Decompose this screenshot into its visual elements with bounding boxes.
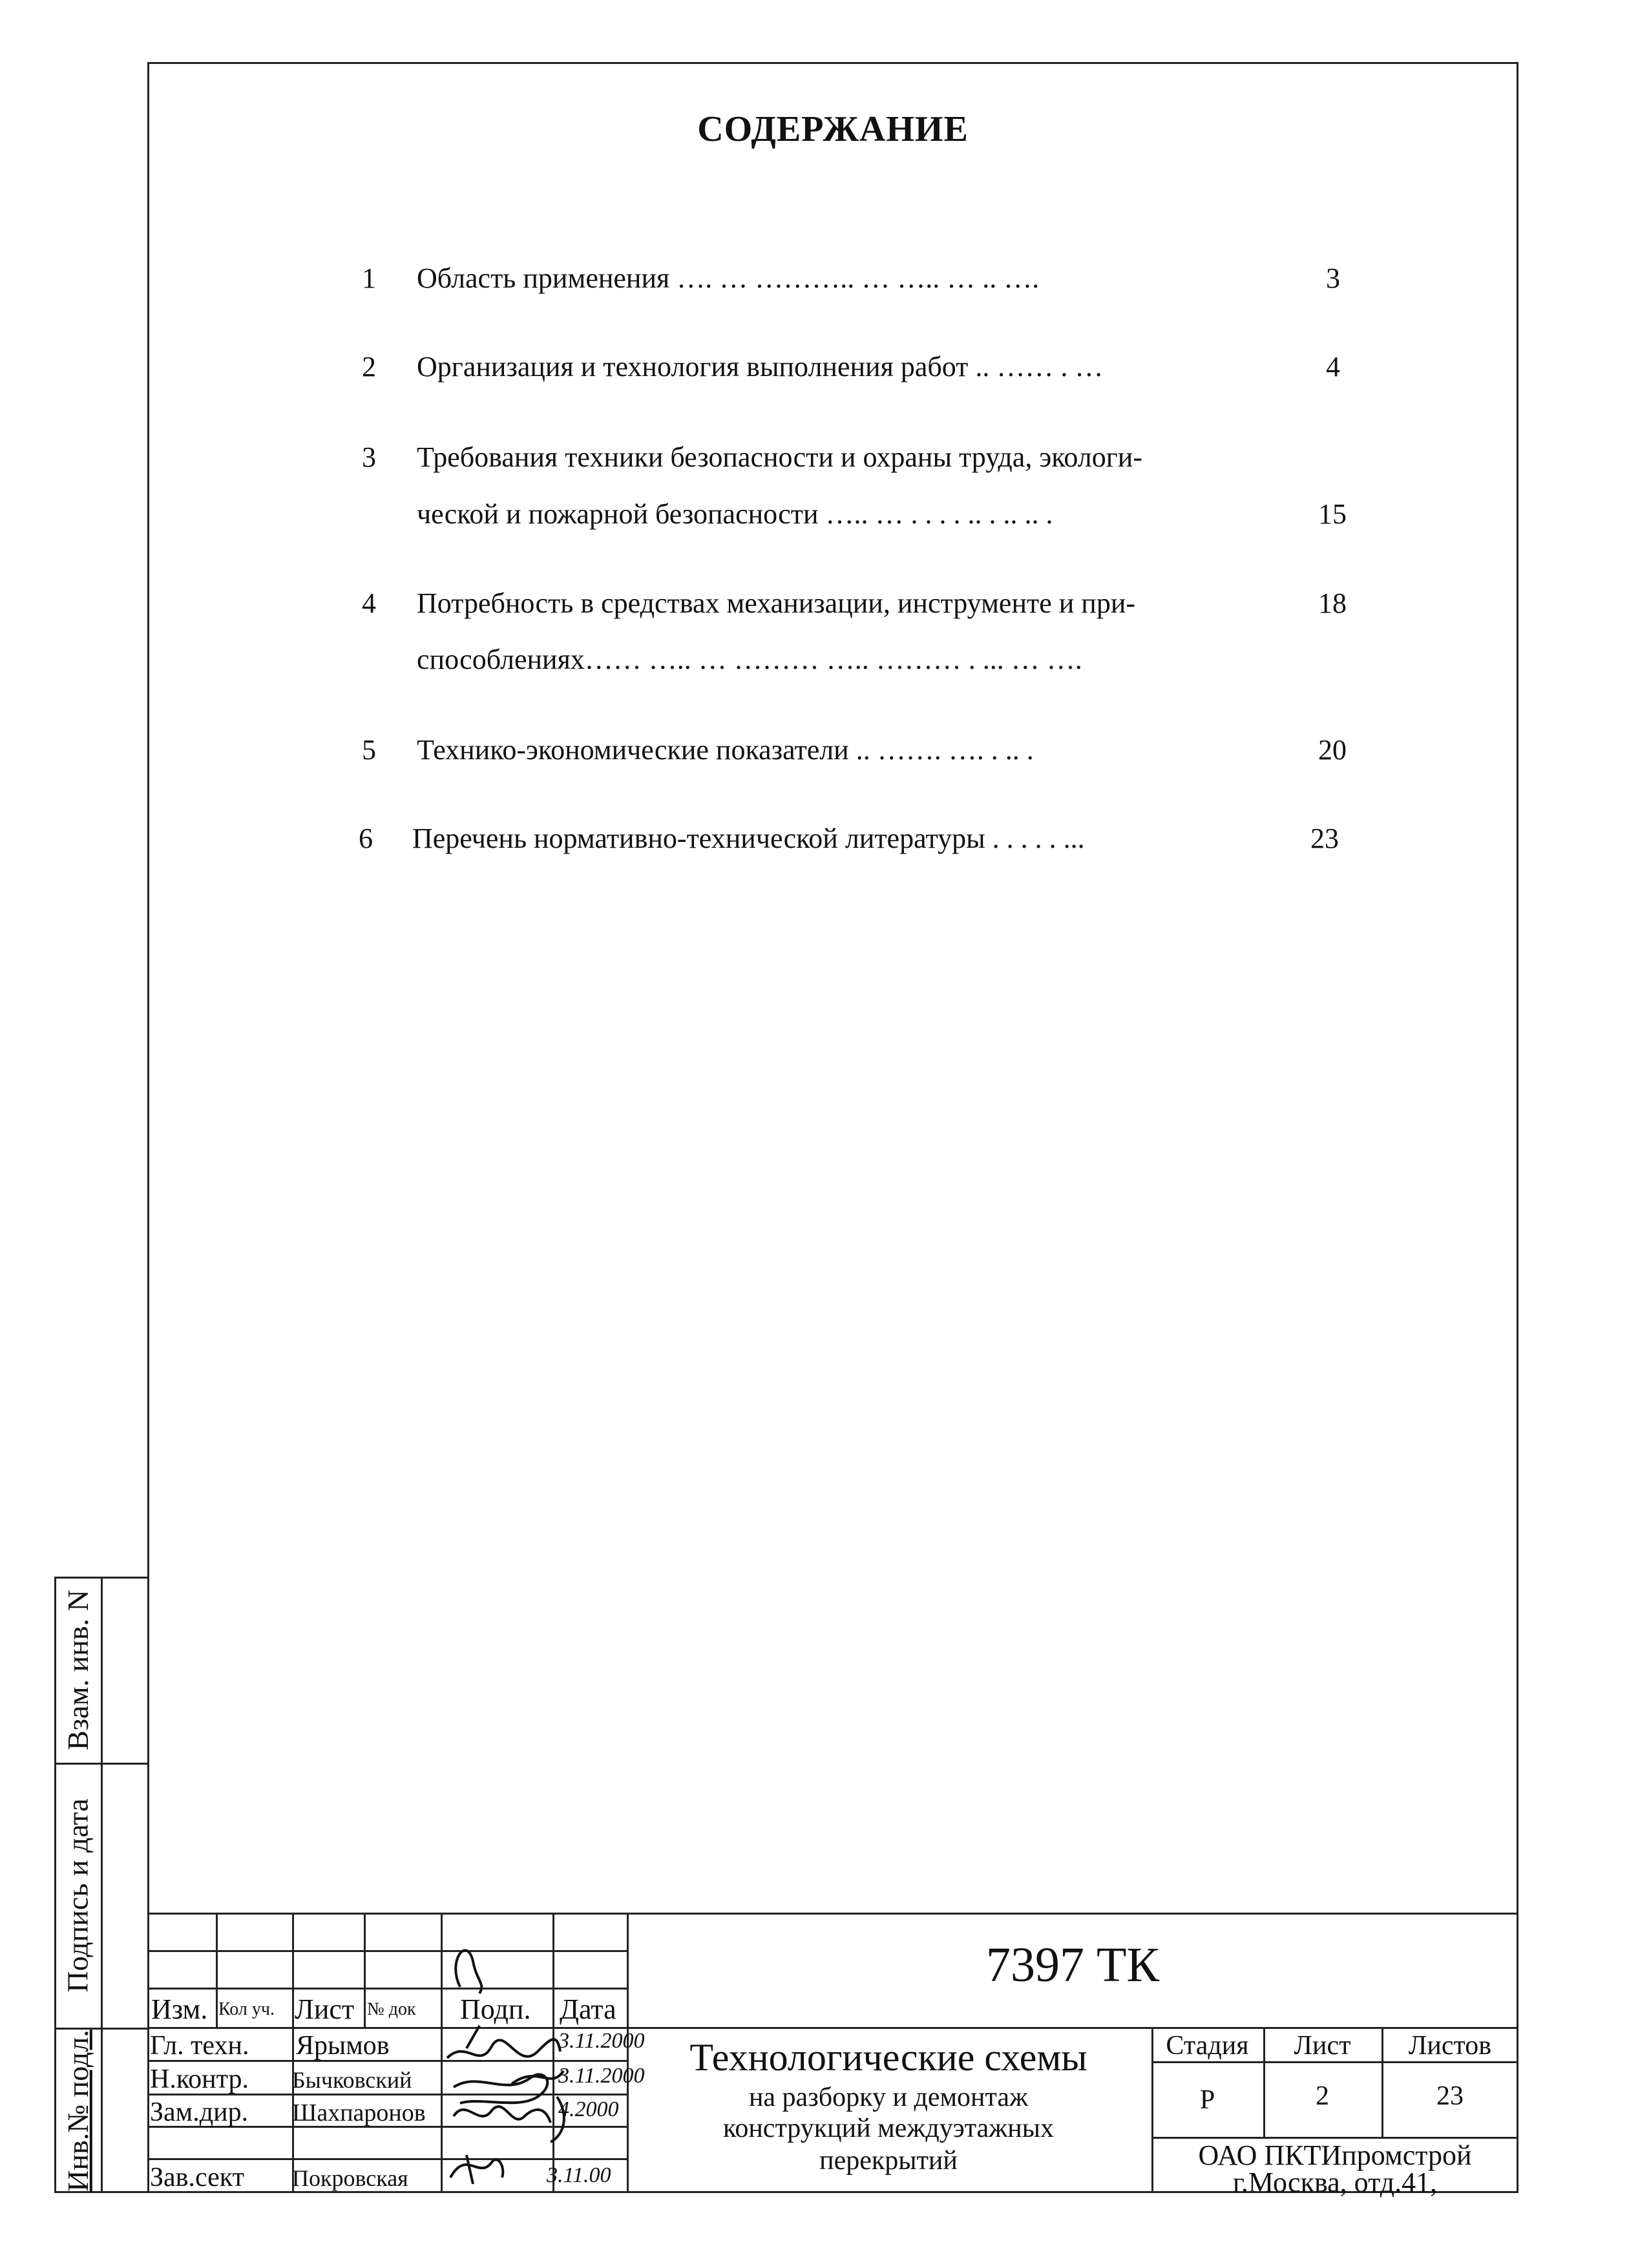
toc-page: 3	[1326, 262, 1340, 294]
role-n-kontr: Н.контр.	[150, 2064, 249, 2094]
sheet-value: 2	[1316, 2081, 1329, 2111]
role-gl-tekhn: Гл. техн.	[150, 2031, 249, 2061]
name-yarymov: Ярымов	[296, 2031, 390, 2061]
toc-page: 18	[1318, 587, 1347, 619]
sheets-value: 23	[1436, 2081, 1464, 2111]
date-1: 3.11.2000	[558, 2029, 645, 2053]
toc-text: Организация и технология выполнения работ .. …… . …	[417, 351, 1104, 383]
side-stamp-divider	[101, 1577, 103, 2193]
header-podp: Подп.	[460, 1993, 531, 2025]
toc-text-continued: способлениях…… ….. … ……… ….. ……… . ... … ….	[417, 644, 1082, 675]
handwritten-signatures	[441, 1922, 635, 2194]
document-subtitle-3: перекрытий	[819, 2146, 958, 2176]
stage-label: Стадия	[1166, 2031, 1249, 2061]
name-shakhparonov: Шахпаронов	[292, 2099, 426, 2126]
toc-text: Перечень нормативно-технической литературы . . . . . ...	[412, 823, 1085, 854]
inv-podl-label: Инв.№ подл.	[61, 2029, 94, 2192]
toc-text: Технико-экономические показатели .. ……. …. . .. .	[417, 734, 1034, 766]
name-pokrovskaya: Покровская	[292, 2165, 408, 2191]
organization-name: ОАО ПКТИпромстрой	[1198, 2139, 1472, 2171]
toc-page: 4	[1326, 351, 1340, 383]
toc-number: 3	[362, 441, 376, 473]
toc-text-continued: ческой и пожарной безопасности ….. … . . . . .. . .. .. .	[417, 498, 1053, 530]
toc-text: Требования техники безопасности и охраны труда, экологи-	[417, 441, 1142, 473]
stage-value: Р	[1199, 2085, 1215, 2115]
toc-number: 6	[359, 823, 373, 854]
toc-text: Потребность в средствах механизации, инструменте и при-	[417, 587, 1136, 619]
toc-text: Область применения …. … ……….. … ….. … .. ….	[417, 262, 1040, 294]
grid-line	[216, 1913, 218, 2029]
role-zam-dir: Зам.дир.	[150, 2097, 249, 2127]
toc-page: 23	[1310, 823, 1339, 854]
vzam-inv-label: Взам. инв. N	[61, 1589, 94, 1750]
toc-number: 4	[362, 587, 376, 619]
date-2: 3.11.2000	[558, 2064, 645, 2088]
page-title: СОДЕРЖАНИЕ	[697, 109, 969, 149]
document-subtitle-1: на разборку и демонтаж	[748, 2083, 1029, 2112]
podpis-data-label: Подпись и дата	[61, 1798, 94, 1993]
toc-page: 20	[1318, 734, 1347, 766]
toc-number: 5	[362, 734, 376, 766]
header-izm: Изм.	[151, 1993, 208, 2025]
organization-city: г.Москва, отд.41,	[1232, 2167, 1438, 2198]
document-code: 7397 ТК	[985, 1938, 1160, 1992]
document-subtitle-2: конструкций междуэтажных	[723, 2114, 1054, 2143]
role-zav-sekt: Зав.сект	[150, 2163, 245, 2192]
sheets-label: Листов	[1408, 2031, 1492, 2061]
document-title: Технологические схемы	[689, 2036, 1087, 2079]
header-data: Дата	[560, 1993, 616, 2025]
toc-page: 15	[1318, 498, 1347, 530]
title-block-top	[147, 1913, 1518, 1915]
header-n-dok: № док	[367, 1999, 416, 2019]
toc-number: 1	[362, 262, 376, 294]
sheet-label: Лист	[1294, 2031, 1351, 2061]
grid-line	[292, 1913, 294, 2193]
grid-line	[364, 1913, 366, 2029]
toc-number: 2	[362, 351, 376, 383]
grid-line	[147, 2027, 1518, 2029]
header-kol-uch: Кол уч.	[218, 1999, 275, 2019]
date-3: 4.2000	[558, 2097, 619, 2121]
name-bychkovsky: Бычковский	[292, 2067, 412, 2093]
grid-line	[1151, 2061, 1518, 2063]
date-5: 3.11.00	[547, 2163, 611, 2187]
header-list: Лист	[295, 1993, 355, 2025]
